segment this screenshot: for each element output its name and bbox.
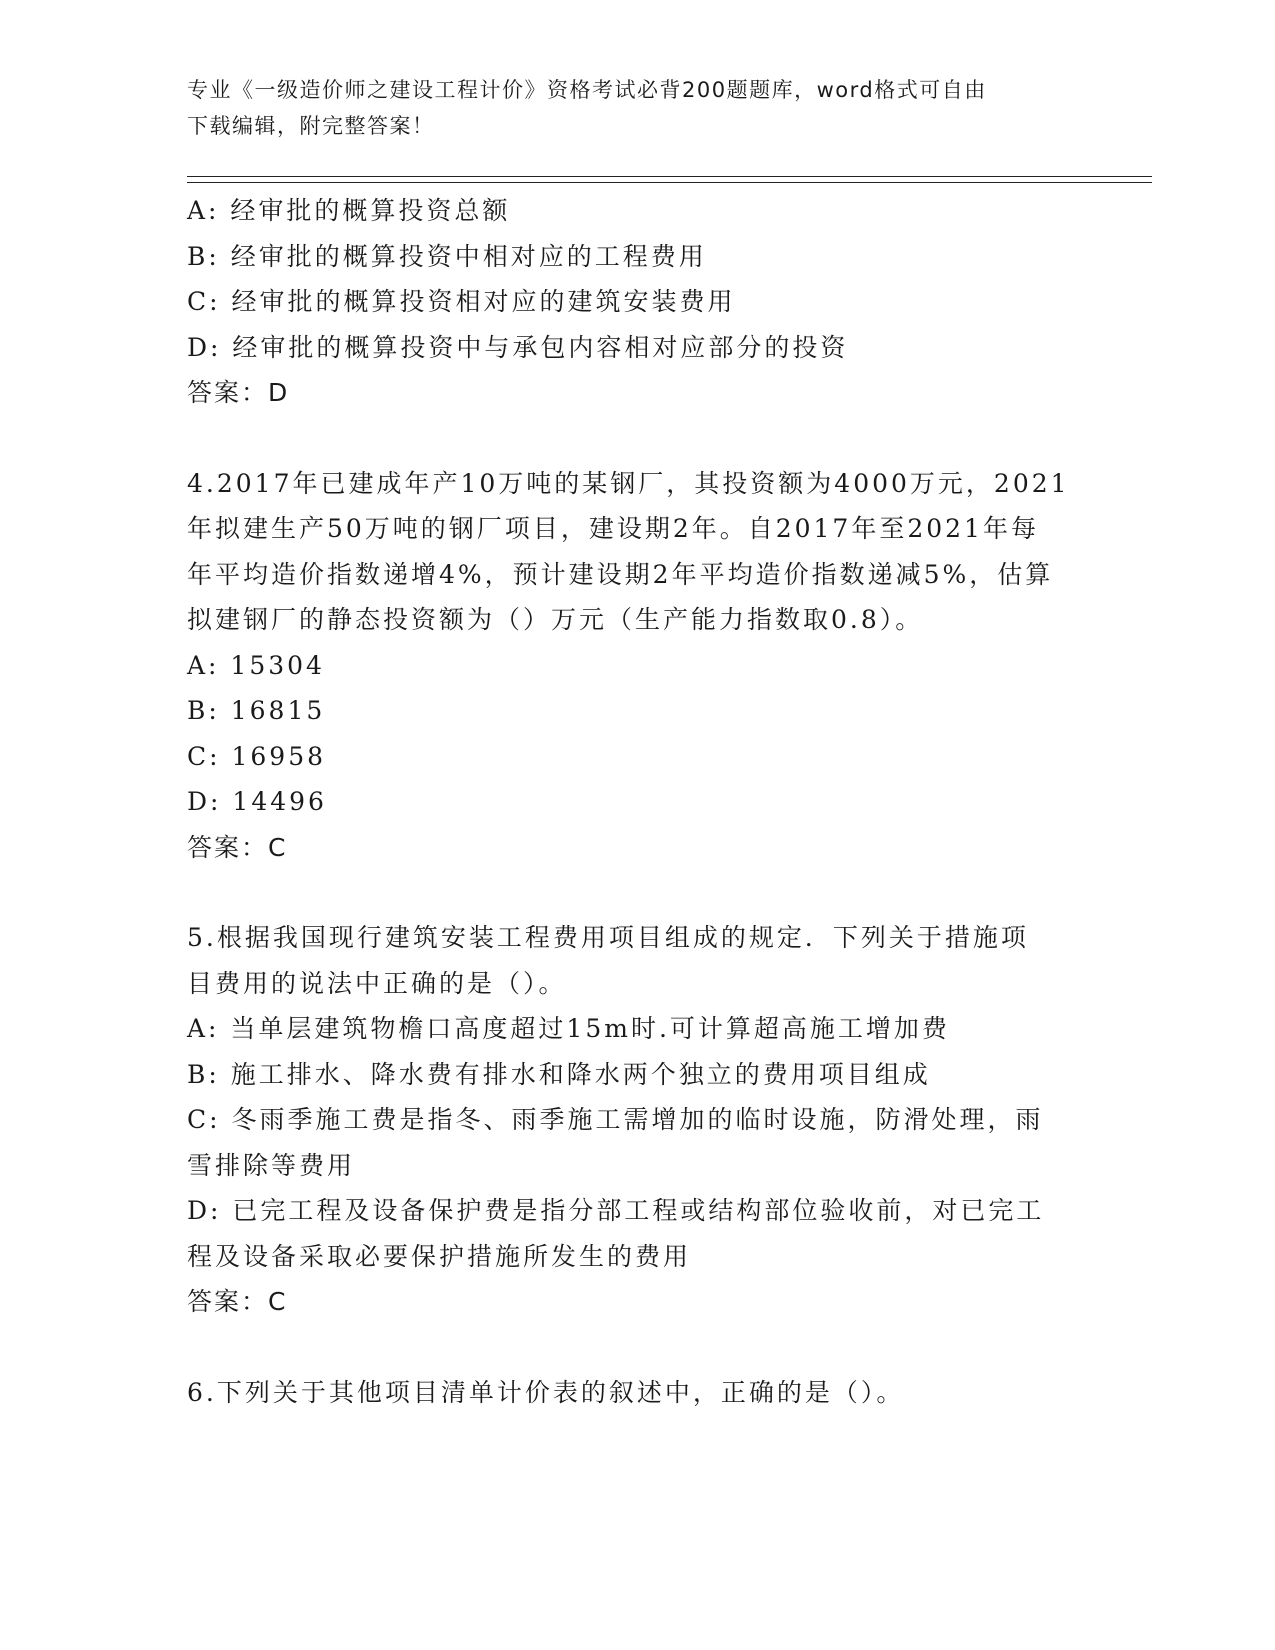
answer: 答案：C xyxy=(187,1287,288,1316)
question-stem-line: 目费用的说法中正确的是（）。 xyxy=(187,968,567,998)
question-stem-line: 5.根据我国现行建筑安装工程费用项目组成的规定．下列关于措施项 xyxy=(187,923,1029,952)
option-c: C: 经审批的概算投资相对应的建筑安装费用 xyxy=(187,287,736,316)
option-a: A: 当单层建筑物檐口高度超过15m时.可计算超高施工增加费 xyxy=(187,1014,950,1043)
option-d: D: 已完工程及设备保护费是指分部工程或结构部位验收前，对已完工 xyxy=(187,1196,1045,1225)
spacer xyxy=(187,416,1077,461)
option-b: B: 施工排水、降水费有排水和降水两个独立的费用项目组成 xyxy=(187,1059,931,1089)
question-stem-line: 6.下列关于其他项目清单计价表的叙述中，正确的是（）。 xyxy=(187,1377,905,1407)
question-stem-line: 4.2017年已建成年产10万吨的某钢厂，其投资额为4000万元，2021 xyxy=(187,468,1070,498)
header-rule xyxy=(187,176,1152,177)
question-content xyxy=(187,188,1077,1415)
question-5 xyxy=(187,915,1077,1325)
question-stem-line: 拟建钢厂的静态投资额为（）万元（生产能力指数取0.8）。 xyxy=(187,605,924,634)
header-rule xyxy=(187,182,1152,183)
option-a: A: 经审批的概算投资总额 xyxy=(187,196,511,225)
option-b: B: 经审批的概算投资中相对应的工程费用 xyxy=(187,241,707,271)
option-d: D: 14496 xyxy=(187,787,327,816)
question-stem-line: 年拟建生产50万吨的钢厂项目，建设期2年。自2017年至2021年每 xyxy=(187,514,1039,543)
page-header xyxy=(187,72,1067,144)
option-c: C: 冬雨季施工费是指冬、雨季施工需增加的临时设施，防滑处理，雨 xyxy=(187,1105,1044,1134)
header-line: 下载编辑，附完整答案！ xyxy=(187,114,435,138)
option-d: D: 经审批的概算投资中与承包内容相对应部分的投资 xyxy=(187,332,849,362)
question-3-options xyxy=(187,188,1077,416)
option-d-continued: 程及设备采取必要保护措施所发生的费用 xyxy=(187,1241,692,1271)
answer: 答案：D xyxy=(187,378,290,407)
header-line: 专业《一级造价师之建设工程计价》资格考试必背200题题库，word格式可自由 xyxy=(187,78,987,102)
answer: 答案：C xyxy=(187,832,288,862)
question-6 xyxy=(187,1370,1077,1416)
option-b: B: 16815 xyxy=(187,696,326,725)
question-stem-line: 年平均造价指数递增4%，预计建设期2年平均造价指数递减5%，估算 xyxy=(187,559,1054,589)
spacer xyxy=(187,1325,1077,1370)
spacer xyxy=(187,870,1077,915)
option-a: A: 15304 xyxy=(187,650,325,680)
option-c: C: 16958 xyxy=(187,741,327,771)
question-4 xyxy=(187,461,1077,871)
option-c-continued: 雪排除等费用 xyxy=(187,1150,356,1180)
